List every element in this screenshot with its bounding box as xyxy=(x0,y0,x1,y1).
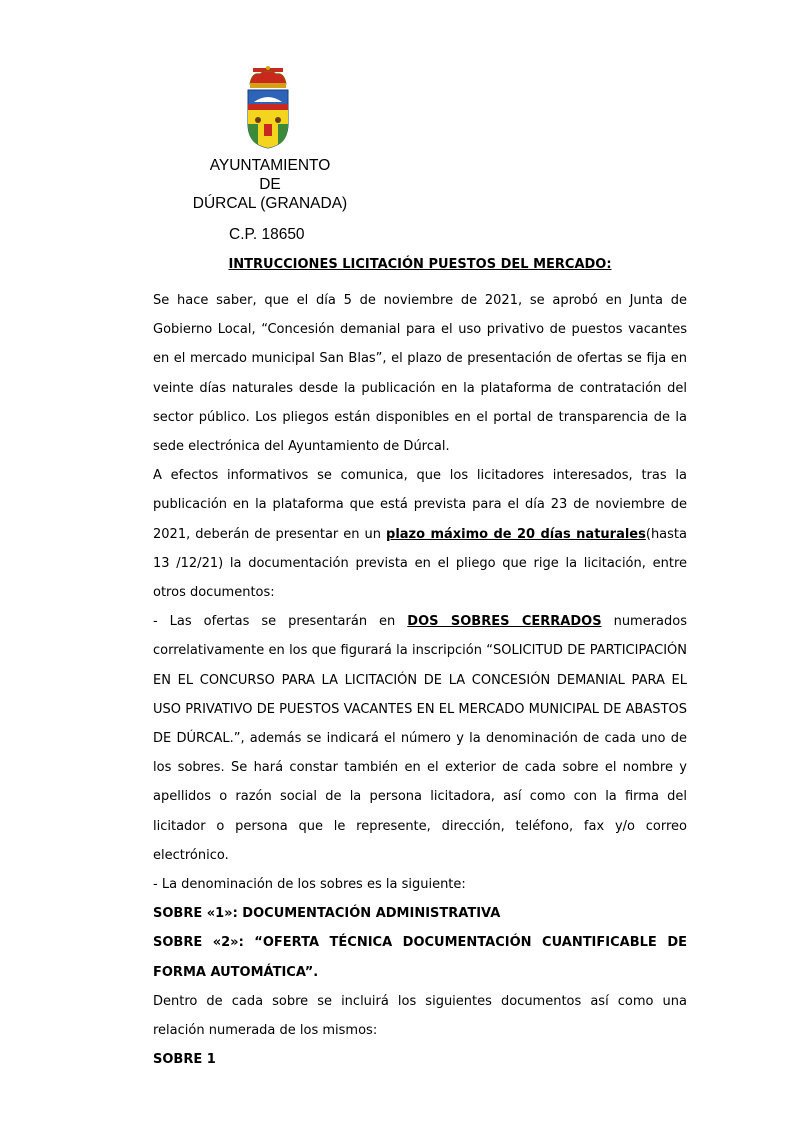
paragraph-3-before: - Las ofertas se presentarán en xyxy=(153,614,408,630)
paragraph-3 xyxy=(153,607,687,870)
paragraph-5: Dentro de cada sobre se incluirá los siguientes documentos así como una relación numerada de los mismos: xyxy=(153,993,687,1039)
paragraph-2-after: (hasta 13 /12/21) la documentación prevista en el pliego que rige la licitación, entre otros documentos: xyxy=(153,526,687,601)
postal-code: C.P. 18650 xyxy=(229,226,305,243)
paragraph-1: Se hace saber, que el día 5 de noviembre de 2021, se aprobó en Junta de Gobierno Local, “Concesión demanial para el uso privativo de puestos vacantes en el mercado municipal San Blas”, el plazo de presentación de ofertas se fija en veinte días naturales desde la publicación en la plataforma de contratación del sector público. Los pliegos están disponibles en el portal de transparencia de la sede electrónica del Ayuntamiento de Dúrcal. xyxy=(153,293,687,455)
document-body xyxy=(153,286,687,1074)
sobre-1-label: SOBRE 1 xyxy=(153,1052,216,1068)
paragraph-2 xyxy=(153,461,687,607)
paragraph-3-after: numerados correlativamente en los que figurará la inscripción “SOLICITUD DE PARTICIPACIÓN EN EL CONCURSO PARA LA LICITACIÓN DE LA CONCESIÓN DEMANIAL PARA EL USO PRIVATIVO DE PUESTOS VACANTES EN EL MERCADO MUNICIPAL DE ABASTOS DE DÚRCAL.”, además se indicará el número y la denominación de cada uno de los sobres. Se hará constar también en el exterior de cada sobre el nombre y apellidos o razón social de la persona licitadora, así como con la firma del licitador o persona que le represente, dirección, teléfono, fax y/o correo electrónico. xyxy=(153,614,688,863)
sobre-2-heading: SOBRE «2»: “OFERTA TÉCNICA DOCUMENTACIÓN CUANTIFICABLE DE FORMA AUTOMÁTICA”. xyxy=(153,935,687,980)
coat-of-arms-icon xyxy=(244,66,292,150)
sobre-1-heading: SOBRE «1»: DOCUMENTACIÓN ADMINISTRATIVA xyxy=(153,906,501,922)
paragraph-4: - La denominación de los sobres es la siguiente: xyxy=(153,877,466,893)
deadline-emphasis: plazo máximo de 20 días naturales xyxy=(386,526,646,542)
header-line-1: AYUNTAMIENTO xyxy=(209,157,331,174)
municipality-header xyxy=(150,156,390,213)
header-line-2: DE xyxy=(259,176,281,193)
envelopes-emphasis: DOS SOBRES CERRADOS xyxy=(407,614,602,630)
paragraph-2-before: A efectos informativos se comunica, que los licitadores interesados, tras la publicación en la plataforma que está prevista para el día 23 de noviembre de 2021, deberán de presentar en un xyxy=(153,468,687,542)
header-line-3: DÚRCAL (GRANADA) xyxy=(192,195,348,212)
document-title: INTRUCCIONES LICITACIÓN PUESTOS DEL MERCADO: xyxy=(228,257,612,272)
